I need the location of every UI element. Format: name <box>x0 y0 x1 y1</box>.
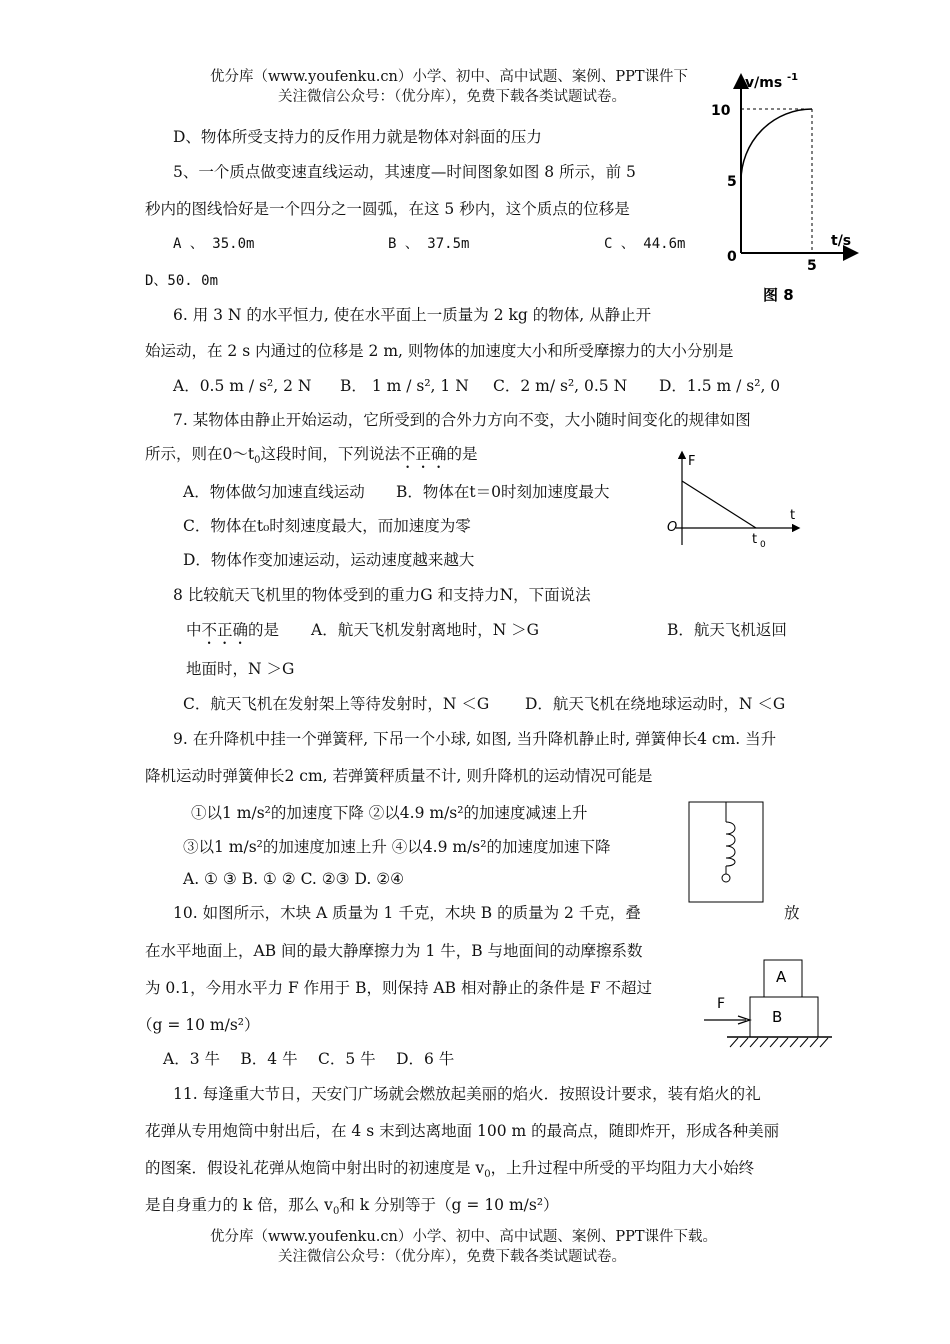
q9-choice-1: ①以1 m/s²的加速度下降 ②以4.9 m/s²的加速度减速上升 <box>191 804 588 822</box>
q10-line-1: 10. 如图所示，木块 A 质量为 1 千克，木块 B 的质量为 2 千克，叠 <box>173 904 641 922</box>
q6-option-a: A．0.5 m / s², 2 N <box>173 377 312 395</box>
fig8-ylabel-sup: -1 <box>787 72 799 83</box>
force-f-label: F <box>717 996 726 1012</box>
q8-line-2 <box>186 620 279 648</box>
force-time-graph <box>660 445 805 555</box>
ft-t0: t <box>752 532 758 547</box>
q11-line-3-sub: 0 <box>484 1169 491 1181</box>
q5-line-2: 秒内的图线恰好是一个四分之一圆弧，在这 5 秒内，这个质点的位移是 <box>145 200 630 218</box>
q11-line-4a: 是自身重力的 k 倍，那么 v <box>145 1196 333 1214</box>
ft-origin: O <box>667 520 678 535</box>
q11-line-4 <box>145 1195 559 1222</box>
q7-option-d: D．物体作变加速运动，运动速度越来越大 <box>183 551 475 569</box>
block-b-label: B <box>772 1008 783 1026</box>
fig8-origin: 0 <box>727 249 737 265</box>
q10-line-3: 为 0.1，今用水平力 F 作用于 B，则保持 AB 相对静止的条件是 F 不超过 <box>145 979 653 997</box>
fig8-xlabel: t/s <box>831 233 852 249</box>
q9-choice-2: ③以1 m/s²的加速度加速上升 ④以4.9 m/s²的加速度加速下降 <box>183 838 611 856</box>
q11-line-4-sub: 0 <box>332 1206 340 1218</box>
q7-line-2a: 所示，则在0～t <box>145 445 255 463</box>
header-line-1: 优分库（www.youfenku.cn）小学、初中、高中试题、案例、PPT课件下 <box>210 69 689 85</box>
q8-option-b: B．航天飞机返回 <box>667 621 787 639</box>
fig8-caption: 图 8 <box>763 286 794 304</box>
q9-line-1: 9. 在升降机中挂一个弹簧秤, 下吊一个小球, 如图, 当升降机静止时, 弹簧伸长4 cm. 当升 <box>173 730 777 748</box>
block-a-label: A <box>776 968 787 986</box>
q7-option-a: A．物体做匀加速直线运动 <box>183 483 365 501</box>
ft-xlabel: t <box>790 508 796 523</box>
q9-answers: A. ① ③ B. ① ② C. ②③ D. ②④ <box>183 870 404 888</box>
ft-t0-sub: 0 <box>760 540 766 550</box>
q4-option-d: D、物体所受支持力的反作用力就是物体对斜面的压力 <box>173 128 542 146</box>
velocity-time-graph <box>705 65 865 310</box>
blocks-figure <box>700 955 840 1055</box>
q8-line-1: 8 比较航天飞机里的物体受到的重力G 和支持力N，下面说法 <box>173 586 591 604</box>
header-line-2: 关注微信公众号：（优分库），免费下载各类试题试卷。 <box>278 89 626 105</box>
q7-emphasis: 不正确 <box>399 445 447 463</box>
fig8-y5: 5 <box>727 174 737 190</box>
fig8-y10: 10 <box>711 103 731 119</box>
q5-line-1: 5、一个质点做变速直线运动，其速度—时间图象如图 8 所示，前 5 <box>173 163 636 181</box>
fig8-x5: 5 <box>807 258 817 274</box>
q8-option-c: C．航天飞机在发射架上等待发射时，N ＜G <box>183 695 490 713</box>
q7-option-b: B．物体在t＝0时刻加速度最大 <box>396 483 610 501</box>
q8-option-a: A．航天飞机发射离地时，N ＞G <box>311 621 540 639</box>
q8-emphasis: 不正确 <box>201 621 249 639</box>
q11-line-3b: ，上升过程中所受的平均阻力大小始终 <box>490 1159 755 1177</box>
q8-line-2b: 的是 <box>248 621 280 639</box>
q9-line-2: 降机运动时弹簧伸长2 cm, 若弹簧秤质量不计, 则升降机的运动情况可能是 <box>145 767 653 785</box>
q7-line-1: 7. 某物体由静止开始运动，它所受到的合外力方向不变，大小随时间变化的规律如图 <box>173 411 751 429</box>
q6-option-b: B． 1 m / s², 1 N <box>340 377 469 395</box>
q8-option-b-cont: 地面时，N ＞G <box>186 660 295 678</box>
q8-option-d: D．航天飞机在绕地球运动时，N ＜G <box>525 695 786 713</box>
footer-line-2: 关注微信公众号：（优分库），免费下载各类试题试卷。 <box>278 1249 626 1265</box>
q6-line-2: 始运动，在 2 s 内通过的位移是 2 m, 则物体的加速度大小和所受摩擦力的大小分别是 <box>145 342 734 360</box>
ft-ylabel: F <box>688 454 696 469</box>
q7-line-2b: 这段时间，下列说法 <box>260 445 400 463</box>
q10-line-1-end: 放 <box>784 904 800 922</box>
q6-line-1: 6. 用 3 N 的水平恒力, 使在水平面上一质量为 2 kg 的物体, 从静止开 <box>173 306 652 324</box>
q11-line-3 <box>145 1158 754 1185</box>
q6-option-d: D．1.5 m / s², 0 <box>659 377 781 395</box>
q11-line-4b: 和 k 分别等于（g = 10 m/s²） <box>339 1196 559 1214</box>
q5-option-c: C 、 44.6m <box>604 236 686 252</box>
footer-line-1: 优分库（www.youfenku.cn）小学、初中、高中试题、案例、PPT课件下载。 <box>210 1229 718 1245</box>
q7-option-c: C．物体在t₀时刻速度最大，而加速度为零 <box>183 517 471 535</box>
q7-line-2-sub: 0 <box>254 455 261 467</box>
q10-options: A．3 牛 B．4 牛 C．5 牛 D．6 牛 <box>163 1050 455 1068</box>
fig8-ylabel: v/ms <box>745 75 783 91</box>
q11-line-3a: 的图案．假设礼花弹从炮筒中射出时的初速度是 v <box>145 1159 485 1177</box>
elevator-spring-figure <box>686 800 766 905</box>
q11-line-2: 花弹从专用炮筒中射出后，在 4 s 末到达离地面 100 m 的最高点，随即炸开，形成各种美丽 <box>145 1122 780 1140</box>
q5-option-d: D、50. 0m <box>145 273 219 289</box>
q11-line-1: 11. 每逢重大节日，天安门广场就会燃放起美丽的焰火．按照设计要求，装有焰火的礼 <box>173 1085 761 1103</box>
q7-line-2 <box>145 444 478 472</box>
q6-option-c: C．2 m/ s², 0.5 N <box>493 377 628 395</box>
q10-line-2: 在水平地面上，AB 间的最大静摩擦力为 1 牛，B 与地面间的动摩擦系数 <box>145 942 643 960</box>
q7-line-2c: 的是 <box>446 445 478 463</box>
q10-line-4: （g = 10 m/s²） <box>137 1016 260 1034</box>
q5-option-b: B 、 37.5m <box>388 236 470 252</box>
q8-line-2a: 中 <box>186 621 202 639</box>
q5-option-a: A 、 35.0m <box>173 236 255 252</box>
